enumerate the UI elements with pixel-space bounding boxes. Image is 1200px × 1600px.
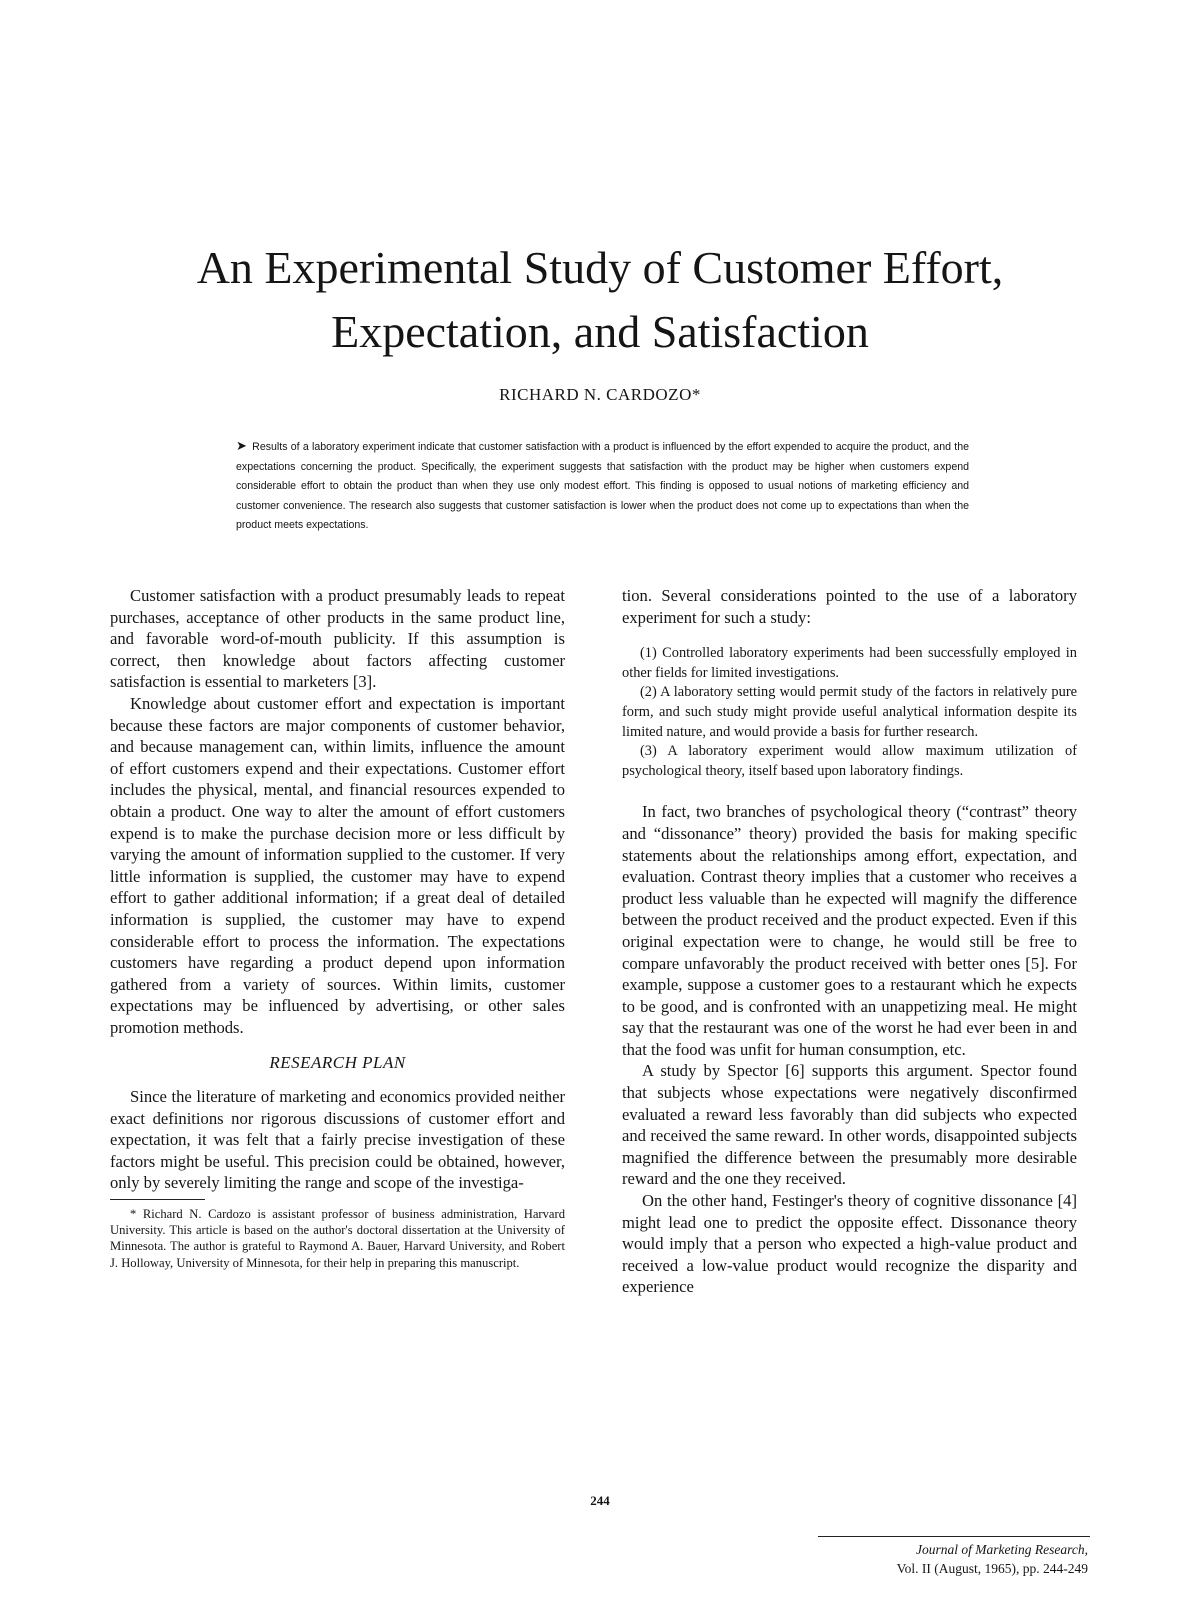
body-paragraph: A study by Spector [6] supports this argument. Spector found that subjects whose expectations were negatively disconfirmed evaluated a reward less favorably than did subjects who expected and received the same reward. In other words, disappointed subjects magnified the difference between the presumably more desirable reward and the one they received.: [622, 1061, 1077, 1189]
list-item: (3) A laboratory experiment would allow maximum utilization of psychological theory, itself based upon laboratory findings.: [622, 743, 1077, 779]
journal-name: Journal of Marketing Research,: [916, 1542, 1088, 1557]
article-title: [100, 236, 1100, 364]
journal-volume: Vol. II (August, 1965), pp. 244-249: [896, 1561, 1088, 1576]
body-paragraph: On the other hand, Festinger's theory of cognitive dissonance [4] might lead one to predict the opposite effect. Dissonance theory would imply that a person who expected a high-value product and received a low-value product would recognize the disparity and experience: [622, 1191, 1077, 1297]
page-number: 244: [590, 1493, 610, 1508]
body-paragraph: Since the literature of marketing and economics provided neither exact definitions nor rigorous discussions of customer effort and expectation, it was felt that a fairly precise investigation of these factors might be useful. This precision could be obtained, however, only by severely limiting the range and scope of the investiga-: [110, 1087, 565, 1193]
arrow-bullet-icon: ➤: [236, 438, 247, 453]
considerations-list: [622, 644, 1077, 781]
article-title-line-2: Expectation, and Satisfaction: [331, 306, 869, 357]
article-title-line-1: An Experimental Study of Customer Effort,: [196, 242, 1004, 293]
right-column: [622, 585, 1077, 1298]
author-footnote: * Richard N. Cardozo is assistant professor of business administration, Harvard University. This article is based on the author's doctoral dissertation at the University of Minnesota. The author is grateful to Raymond A. Bauer, Harvard University, and Robert J. Holloway, University of Minnesota, for their help in preparing this manuscript.: [110, 1207, 565, 1270]
list-item: (1) Controlled laboratory experiments had been successfully employed in other fields for limited investigations.: [622, 645, 1077, 681]
footnote-divider: [110, 1199, 205, 1200]
body-paragraph: tion. Several considerations pointed to the use of a laboratory experiment for such a study:: [622, 586, 1077, 627]
abstract-text: Results of a laboratory experiment indicate that customer satisfaction with a product is influenced by the effort expended to acquire the product, and the expectations concerning the product. Specifically, the experiment suggests that satisfaction with the product may be higher when customers expend considerable effort to obtain the product than when they use only modest effort. This finding is opposed to usual notions of marketing efficiency and customer convenience. The research also suggests that customer satisfaction is lower when the product does not come up to expectations than when the product meets expectations.: [236, 441, 969, 531]
journal-citation: [897, 1540, 1088, 1578]
author-name: RICHARD N. CARDOZO*: [499, 385, 701, 404]
body-paragraph: Customer satisfaction with a product presumably leads to repeat purchases, acceptance of other products in the same product line, and favorable word-of-mouth publicity. If this assumption is correct, then knowledge about factors affecting customer satisfaction is essential to marketers [3].: [110, 586, 565, 692]
body-paragraph: Knowledge about customer effort and expectation is important because these factors are major components of customer behavior, and because management can, within limits, influence the amount of effort customers expend and their expectations. Customer effort includes the physical, mental, and financial resources expended to obtain a product. One way to alter the amount of effort customers expend is to make the purchase decision more or less difficult by varying the amount of information supplied to the customer. If very little information is supplied, the customer may have to expend effort to gather additional information; if a great deal of detailed information is supplied, the customer may have to expend considerable effort to process the information. The expectations customers have regarding a product depend upon information gathered from a variety of sources. Within limits, customer expectations may be influenced by advertising, or other sales promotion methods.: [110, 693, 565, 1037]
left-column: [110, 585, 565, 1271]
abstract: [236, 436, 969, 536]
list-item: (2) A laboratory setting would permit study of the factors in relatively pure form, and such study might provide useful analytical information despite its limited nature, and would provide a basis for further research.: [622, 684, 1077, 740]
section-heading-research-plan: RESEARCH PLAN: [269, 1053, 406, 1073]
journal-divider: [818, 1536, 1090, 1537]
body-paragraph: In fact, two branches of psychological theory (“contrast” theory and “dissonance” theory) provided the basis for making specific statements about the relationships among effort, expectation, and evaluation. Contrast theory implies that a customer who receives a product less valuable than he expected will magnify the difference between the product received and the product expected. Even if this original expectation were to change, he would still be free to compare unfavorably the product received with better ones [5]. For example, suppose a customer goes to a restaurant which he expects to be good, and is confronted with an unappetizing meal. He might say that the restaurant was one of the worst he had ever been in and that the food was unfit for human consumption, etc.: [622, 802, 1077, 1059]
